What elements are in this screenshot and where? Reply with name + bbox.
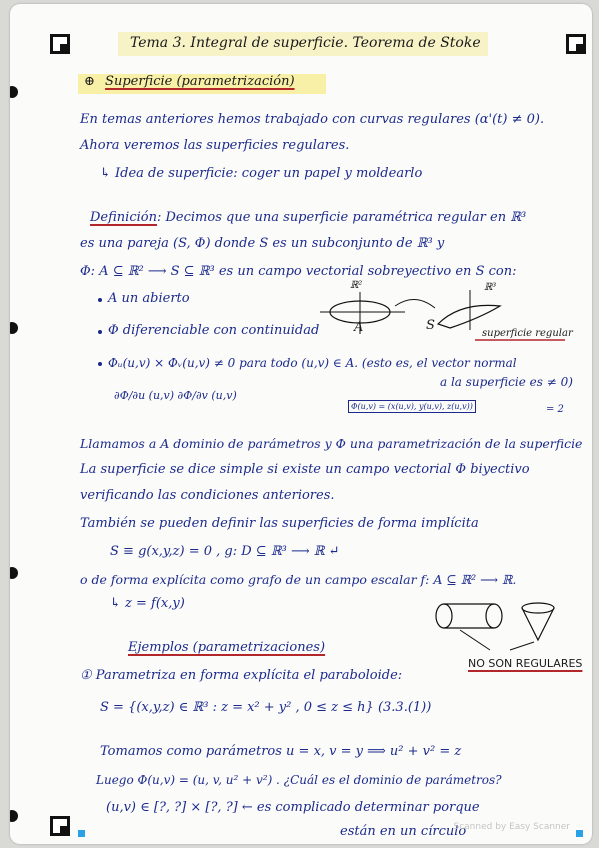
condition-differentiable: Φ diferenciable con continuidad <box>108 323 320 338</box>
corner-marker-top-left <box>50 34 70 54</box>
condition-open: A un abierto <box>108 291 190 306</box>
definition-text: : Decimos que una superficie paramétrica regular en ℝ³ <box>156 210 527 225</box>
domain-label: A <box>354 320 364 335</box>
section-number-icon: ⊕ <box>84 74 95 89</box>
definition-label: Definición <box>90 210 157 225</box>
parametrization-box: Φ(u,v) = (x(u,v), y(u,v), z(u,v)) <box>348 400 476 413</box>
blue-marker <box>78 830 85 837</box>
page-title-banner <box>118 32 488 56</box>
intro-line: ↳ Idea de superficie: coger un papel y moldearlo <box>100 166 423 181</box>
binder-hole <box>10 810 18 822</box>
non-regular-sketch <box>430 594 570 654</box>
r2-label: ℝ² <box>350 280 363 291</box>
implicit-equation: S ≡ g(x,y,z) = 0 , g: D ⊆ ℝ³ ⟶ ℝ ↵ <box>110 544 340 559</box>
mapping-arrow <box>395 299 435 308</box>
explicit-paragraph: o de forma explícita como grafo de un campo escalar f: A ⊆ ℝ² ⟶ ℝ. <box>80 572 517 587</box>
surface-label: S <box>426 318 435 333</box>
example-1-map: Luego Φ(u,v) = (u, v, u² + v²) . ¿Cuál es el dominio de parámetros? <box>96 773 502 787</box>
condition-normal-cont: a la superficie es ≠ 0) <box>440 375 573 389</box>
bullet-dot <box>98 330 102 334</box>
binder-hole <box>10 86 18 98</box>
binder-hole <box>10 567 18 579</box>
corner-marker-top-right <box>566 34 586 54</box>
implicit-paragraph: También se pueden definir las superficies de forma implícita <box>80 516 479 531</box>
cylinder-end <box>436 604 452 628</box>
example-1-title: ① Parametriza en forma explícita el paraboloide: <box>80 668 403 683</box>
definition-line-1 <box>90 210 526 226</box>
determinant-note: = 2 <box>546 404 564 415</box>
section-heading-text: Superficie (parametrización) <box>105 74 295 89</box>
notebook-page <box>10 4 592 844</box>
simple-paragraph-cont: verificando las condiciones anteriores. <box>80 488 335 503</box>
r3-label: ℝ³ <box>484 282 497 293</box>
example-1-set: S = {(x,y,z) ∈ ℝ³ : z = x² + y² , 0 ≤ z ≤ h} (3.3.(1)) <box>100 700 432 715</box>
intro-line: Ahora veremos las superficies regulares. <box>80 138 350 153</box>
definition-line-2: es una pareja (S, Φ) donde S es un subconjunto de ℝ³ y <box>80 236 445 251</box>
pointer-arrow <box>510 642 534 650</box>
watermark: Scanned by Easy Scanner <box>453 822 570 832</box>
intro-line: En temas anteriores hemos trabajado con curvas regulares (α'(t) ≠ 0). <box>80 112 545 127</box>
examples-heading: Ejemplos (parametrizaciones) <box>128 640 326 655</box>
example-1-domain-cont: están en un círculo <box>340 824 467 839</box>
cone-top <box>522 603 554 613</box>
not-regular-label: NO SON REGULARES <box>468 657 583 670</box>
bullet-dot <box>98 362 102 366</box>
cylinder-end <box>486 604 502 628</box>
condition-normal: Φᵤ(u,v) × Φᵥ(u,v) ≠ 0 para todo (u,v) ∈ A. (esto es, el vector normal <box>108 356 517 370</box>
regular-surface-label: superficie regular <box>482 328 573 339</box>
section-heading <box>78 74 326 94</box>
page-title: Tema 3. Integral de superficie. Teorema de Stoke <box>130 35 481 51</box>
corner-marker-bottom-left <box>50 816 70 836</box>
bullet-dot <box>98 298 102 302</box>
simple-paragraph: La superficie se dice simple si existe un campo vectorial Φ biyectivo <box>80 462 530 477</box>
binder-hole <box>10 322 18 334</box>
blue-marker <box>576 830 583 837</box>
partial-derivatives: ∂Φ/∂u (u,v) ∂Φ/∂v (u,v) <box>114 389 237 402</box>
definition-line-3: Φ: A ⊆ ℝ² ⟶ S ⊆ ℝ³ es un campo vectorial sobreyectivo en S con: <box>80 264 517 279</box>
domain-paragraph: Llamamos a A dominio de parámetros y Φ una parametrización de la superficie <box>80 436 583 451</box>
surface-shape <box>438 305 500 328</box>
example-1-domain: (u,v) ∈ [?, ?] × [?, ?] ← es complicado determinar porque <box>106 800 480 815</box>
explicit-equation: ↳ z = f(x,y) <box>110 596 185 611</box>
pointer-arrow <box>460 630 490 650</box>
example-1-params: Tomamos como parámetros u = x, v = y ⟹ u² + v² = z <box>100 744 462 759</box>
